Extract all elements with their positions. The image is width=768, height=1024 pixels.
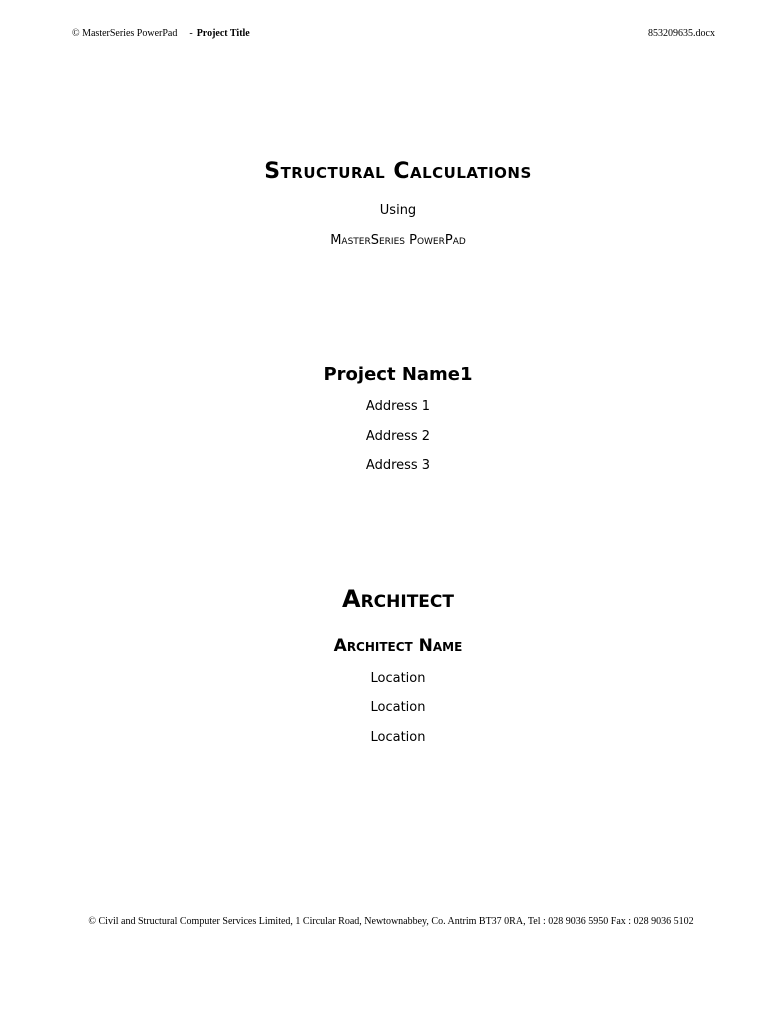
- architect-location-line: Location: [370, 671, 426, 686]
- header-separator: -: [189, 28, 193, 39]
- project-address-line: Address 3: [365, 458, 431, 473]
- project-address-line: Address 2: [365, 429, 431, 444]
- architect-heading: Architect: [342, 585, 454, 613]
- architect-location-line: Location: [370, 700, 426, 715]
- header-project-title: Project Title: [196, 28, 250, 39]
- cover-product-name: MasterSeries PowerPad: [330, 233, 466, 248]
- page-header: [72, 28, 715, 42]
- header-left: [72, 28, 250, 40]
- header-filename: 853209635.docx: [648, 28, 715, 39]
- project-name: Project Name1: [323, 364, 473, 385]
- cover-title: Structural Calculations: [264, 159, 532, 184]
- architect-name: Architect Name: [333, 636, 463, 656]
- project-address-line: Address 1: [365, 399, 431, 414]
- cover-using-label: Using: [379, 203, 417, 218]
- architect-location-line: Location: [370, 730, 426, 745]
- page-footer: © Civil and Structural Computer Services Limited, 1 Circular Road, Newtownabbey, Co. Antrim BT37 0RA, Tel : 028 9036 5950 Fax : 028 9036 5102: [88, 916, 694, 927]
- header-copyright: © MasterSeries PowerPad: [72, 28, 178, 39]
